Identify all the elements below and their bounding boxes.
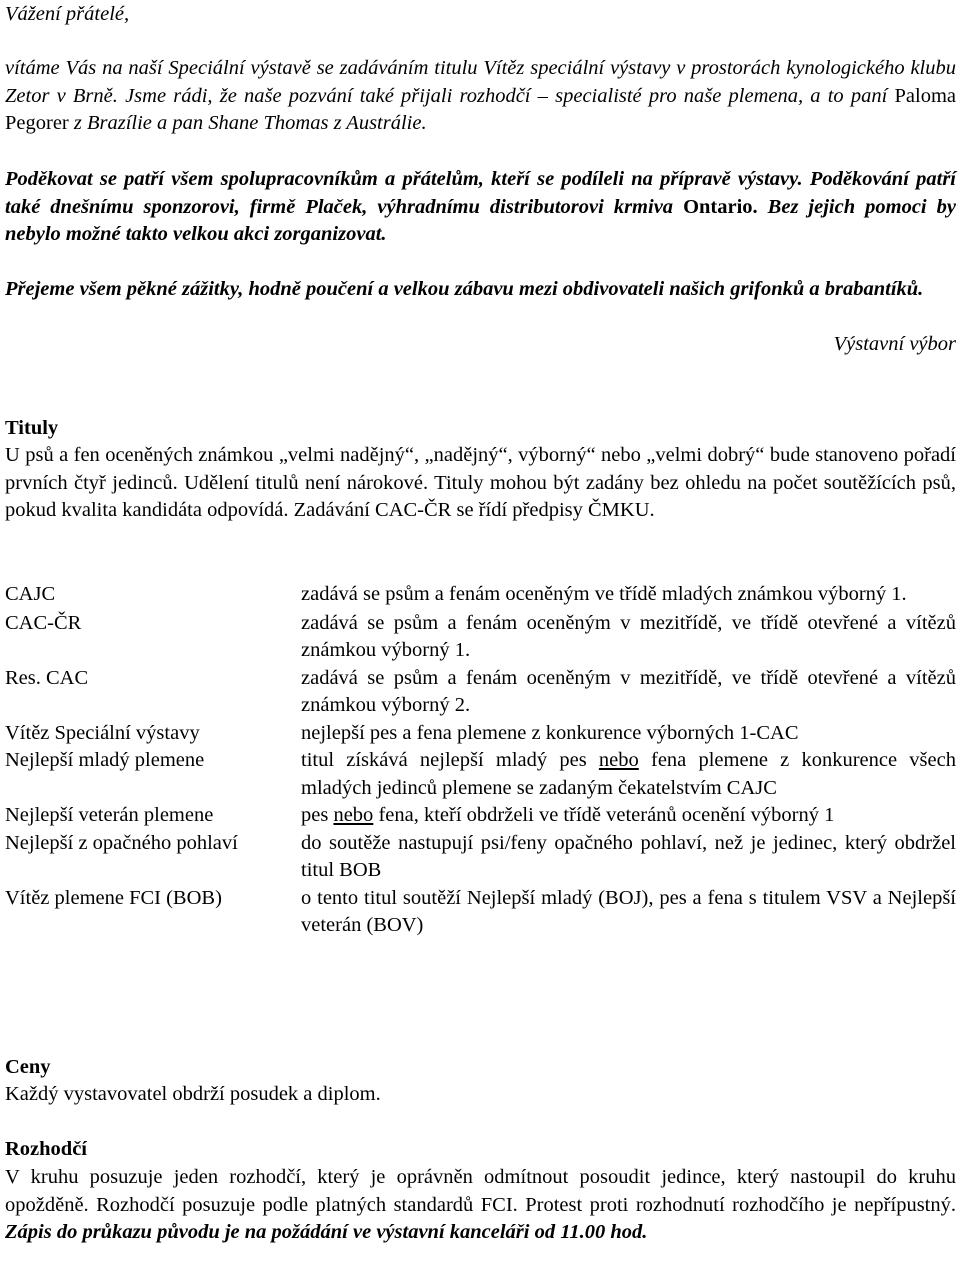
title-desc [301, 747, 956, 802]
title-term: Nejlepší mladý plemene [5, 749, 205, 771]
desc-text: fena plemene z konkurence všech mladých jedinců plemene se zadaným čekatelstvím CAJC [301, 749, 956, 799]
judge-name: Paloma Pegorer [5, 84, 956, 134]
title-desc: do soutěže nastupují psi/feny opačného pohlaví, než je jedinec, který obdržel titul BOB [301, 831, 956, 881]
title-desc [301, 802, 956, 830]
title-desc: zadává se psům a fenám oceněným v mezitřídě, ve třídě otevřené a vítězů známkou výborný 1. [301, 611, 956, 661]
welcome-paragraph [5, 55, 956, 138]
prizes-body: Každý vystavovatel obdrží posudek a diplom. [5, 1083, 381, 1105]
title-term: Vítěz plemene FCI (BOB) [5, 886, 222, 909]
title-term: CAC-ČR [5, 611, 82, 634]
judges-emphasis: Zápis do průkazu původu je na požádání ve výstavní kanceláři od 11.00 hod. [5, 1221, 648, 1243]
title-row-bov [5, 802, 956, 830]
titles-body: U psů a fen oceněných známkou „velmi nadějný“, „nadějný“, výborný“ nebo „velmi dobrý“ bude stanoveno pořadí prvních čtyř jedinců. Udělení titulů není nárokové. Tituly mohou být zadány bez ohledu na počet soutěžících psů, pokud kvalita kandidáta odpovídá. Zadávání CAC-ČR se řídí předpisy ČMKU. [5, 444, 956, 521]
welcome-text-a: vítáme Vás na naší Speciální výstavě se zadáváním titulu Vítěz speciální výstavy v prostorách kynologického klubu Zetor v Brně. Jsme rádi, že naše pozvání také přijali rozhodčí – specialisté pro naše plemena, a to paní [5, 57, 956, 107]
title-term: CAJC [5, 583, 56, 605]
title-term: Vítěz Speciální výstavy [5, 721, 200, 744]
underlined-word: nebo [333, 804, 374, 826]
thanks-paragraph [5, 166, 956, 249]
welcome-text-b: z Brazílie a pan Shane Thomas z Austrálie. [68, 112, 427, 134]
title-desc: zadává se psům a fenám oceněným ve třídě mladých známkou výborný 1. [301, 583, 907, 605]
title-row-cajc [5, 581, 956, 609]
title-desc: nejlepší pes a fena plemene z konkurence výborných 1-CAC [301, 721, 799, 744]
title-desc: zadává se psům a fenám oceněným v mezitřídě, ve třídě otevřené a vítězů známkou výborný 2. [301, 666, 956, 716]
title-row-bos [5, 830, 956, 885]
judges-heading: Rozhodčí [5, 1138, 87, 1160]
greeting: Vážení přátelé, [5, 3, 130, 25]
desc-text: pes [301, 804, 334, 826]
thanks-text-b: Bez jejich pomoci by nebylo možné takto velkou akci zorganizovat. [5, 195, 956, 245]
titles-list [5, 581, 956, 940]
sponsor-brand: Ontario. [683, 195, 758, 218]
signature: Výstavní výbor [833, 333, 956, 355]
judges-text: V kruhu posuzuje jeden rozhodčí, který je oprávněn odmítnout posoudit jedince, který nastoupil do kruhu opožděně. Rozhodčí posuzuje podle platných standardů FCI. Protest proti rozhodnutí rozhodčího je nepřípustný. [5, 1166, 956, 1216]
thanks-text-a: Poděkovat se patří všem spolupracovníkům a přátelům, kteří se podíleli na přípravě výstavy. Poděkování patří také dnešnímu sponzorovi, firmě Plaček, výhradnímu distributorovi krmiva [5, 168, 956, 218]
judges-body [5, 1164, 956, 1247]
title-term: Res. CAC [5, 666, 89, 689]
title-term: Nejlepší veterán plemene [5, 804, 214, 826]
desc-text: titul získává nejlepší mladý pes [301, 749, 599, 771]
title-row-res-cac [5, 665, 956, 720]
title-term: Nejlepší z opačného pohlaví [5, 831, 238, 854]
desc-text: fena, kteří obdrželi ve třídě veteránů ocenění výborný 1 [373, 804, 835, 826]
title-row-cac [5, 610, 956, 665]
title-row-boj [5, 747, 956, 802]
title-row-vsv [5, 720, 956, 748]
prizes-heading: Ceny [5, 1056, 51, 1078]
title-desc: o tento titul soutěží Nejlepší mladý (BOJ), pes a fena s titulem VSV a Nejlepší veterán (BOV) [301, 886, 956, 936]
underlined-word: nebo [598, 749, 639, 771]
title-row-bob [5, 885, 956, 940]
titles-heading: Tituly [5, 417, 59, 439]
wishes-paragraph: Přejeme všem pěkné zážitky, hodně poučení a velkou zábavu mezi obdivovateli našich grifonků a brabantíků. [5, 278, 924, 300]
